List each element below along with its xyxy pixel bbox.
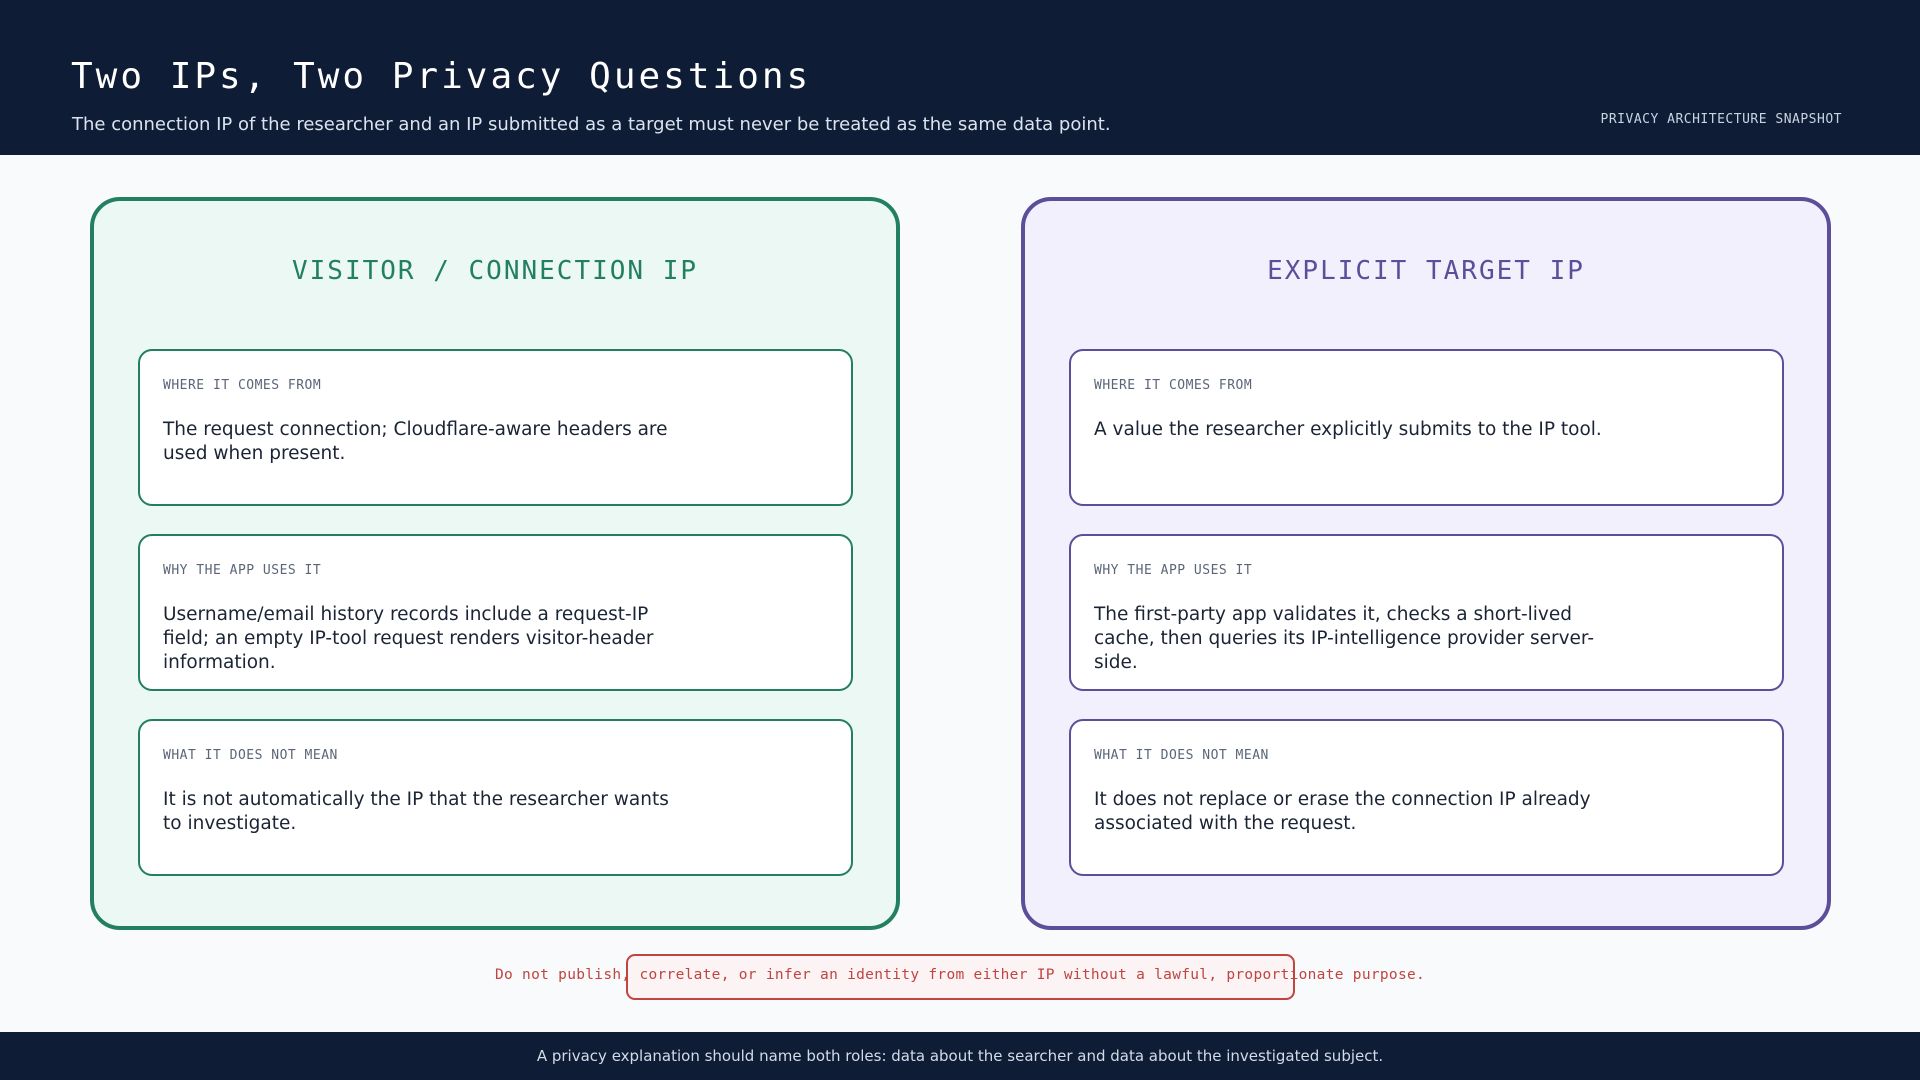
card-text: A value the researcher explicitly submits to the IP tool.	[1094, 419, 1602, 440]
visitor-ip-panel-title: VISITOR / CONNECTION IP	[291, 256, 699, 286]
card-label: WHY THE APP USES IT	[163, 563, 322, 578]
card-label: WHY THE APP USES IT	[1094, 563, 1253, 578]
card-text: The first-party app validates it, checks a short-lived cache, then queries its IP-intelligence provider server-side.	[1094, 604, 1595, 673]
footer-bar	[0, 1032, 1920, 1080]
card-text: It is not automatically the IP that the researcher wants to investigate.	[163, 789, 669, 834]
target-ip-panel	[1021, 197, 1831, 930]
target-meaning-card	[1069, 719, 1784, 876]
card-text: The request connection; Cloudflare-aware headers are used when present.	[163, 419, 668, 464]
card-label: WHAT IT DOES NOT MEAN	[163, 748, 338, 763]
target-ip-panel-title: EXPLICIT TARGET IP	[1267, 256, 1585, 286]
footer-note: A privacy explanation should name both roles: data about the searcher and data about the investigated subject.	[536, 1047, 1384, 1065]
page-title: Two IPs, Two Privacy Questions	[71, 56, 812, 97]
visitor-usage-card	[138, 534, 853, 691]
warning-note: Do not publish, correlate, or infer an identity from either IP without a lawful, proportionate purpose.	[494, 967, 1426, 983]
visitor-meaning-card	[138, 719, 853, 876]
card-label: WHERE IT COMES FROM	[163, 378, 322, 393]
card-text: It does not replace or erase the connection IP already associated with the request.	[1094, 789, 1591, 834]
snapshot-tag: PRIVACY ARCHITECTURE SNAPSHOT	[1600, 112, 1842, 127]
header-bar	[0, 0, 1920, 155]
page-subtitle: The connection IP of the researcher and an IP submitted as a target must never be treated as the same data point.	[72, 114, 1111, 135]
visitor-ip-panel	[90, 197, 900, 930]
target-usage-card	[1069, 534, 1784, 691]
target-source-card	[1069, 349, 1784, 506]
card-label: WHAT IT DOES NOT MEAN	[1094, 748, 1269, 763]
card-label: WHERE IT COMES FROM	[1094, 378, 1253, 393]
card-text: Username/email history records include a request-IP field; an empty IP-tool request renders visitor-header information.	[163, 604, 654, 673]
visitor-source-card	[138, 349, 853, 506]
